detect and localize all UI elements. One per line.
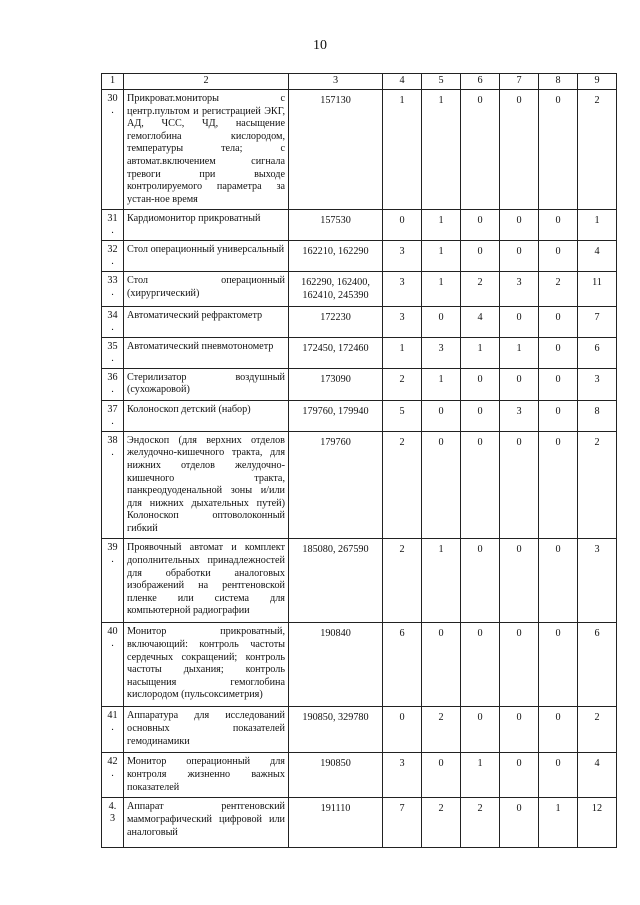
table-body xyxy=(102,74,617,848)
row-number: 30 . xyxy=(102,90,124,210)
table-row xyxy=(102,753,617,798)
count-col-8: 0 xyxy=(539,400,578,431)
count-col-6: 2 xyxy=(461,272,500,306)
header-cell: 7 xyxy=(500,74,539,90)
count-col-6: 0 xyxy=(461,623,500,707)
count-col-6: 0 xyxy=(461,400,500,431)
equipment-code: 190850, 329780 xyxy=(289,707,383,753)
row-number: 38 . xyxy=(102,431,124,539)
count-col-7: 3 xyxy=(500,400,539,431)
equipment-name: Монитор прикроватный, включающий: контроль частоты сердечных сокращений; контроль частоты дыхания; контроль насыщения гемоглобина кислородом (пульсоксиметрия) xyxy=(124,623,289,707)
header-cell: 5 xyxy=(422,74,461,90)
equipment-name: Аппарат рентгеновский маммографический цифровой или аналоговый xyxy=(124,798,289,848)
count-col-5: 1 xyxy=(422,272,461,306)
header-cell: 8 xyxy=(539,74,578,90)
count-total: 2 xyxy=(578,90,617,210)
header-cell: 4 xyxy=(383,74,422,90)
count-col-7: 0 xyxy=(500,210,539,241)
count-total: 6 xyxy=(578,337,617,368)
equipment-code: 179760 xyxy=(289,431,383,539)
count-col-7: 0 xyxy=(500,707,539,753)
equipment-name: Проявочный автомат и комплект дополнительных принадлежностей для обработки аналоговых изображений на рентгеновской пленке или система для компьютерной радиографии xyxy=(124,539,289,623)
table-row xyxy=(102,272,617,306)
row-number: 35 . xyxy=(102,337,124,368)
count-total: 11 xyxy=(578,272,617,306)
count-col-7: 0 xyxy=(500,431,539,539)
header-cell: 3 xyxy=(289,74,383,90)
row-number: 41 . xyxy=(102,707,124,753)
equipment-code: 172230 xyxy=(289,306,383,337)
count-col-8: 1 xyxy=(539,798,578,848)
count-col-4: 0 xyxy=(383,707,422,753)
row-number: 36 . xyxy=(102,368,124,400)
count-col-4: 2 xyxy=(383,368,422,400)
count-col-8: 0 xyxy=(539,306,578,337)
equipment-name: Колоноскоп детский (набор) xyxy=(124,400,289,431)
equipment-code: 157530 xyxy=(289,210,383,241)
count-col-7: 0 xyxy=(500,539,539,623)
equipment-name: Стол операционный универсальный xyxy=(124,241,289,272)
count-col-5: 1 xyxy=(422,539,461,623)
equipment-code: 162290, 162400, 162410, 245390 xyxy=(289,272,383,306)
count-total: 1 xyxy=(578,210,617,241)
table-row xyxy=(102,707,617,753)
equipment-name: Аппаратура для исследований основных показателей гемодинамики xyxy=(124,707,289,753)
count-col-8: 0 xyxy=(539,210,578,241)
count-col-8: 0 xyxy=(539,431,578,539)
equipment-code: 185080, 267590 xyxy=(289,539,383,623)
count-col-7: 1 xyxy=(500,337,539,368)
count-col-5: 0 xyxy=(422,400,461,431)
equipment-code: 162210, 162290 xyxy=(289,241,383,272)
count-col-5: 0 xyxy=(422,306,461,337)
equipment-code: 191110 xyxy=(289,798,383,848)
equipment-name: Автоматический пневмотонометр xyxy=(124,337,289,368)
count-col-5: 1 xyxy=(422,241,461,272)
count-total: 2 xyxy=(578,707,617,753)
header-cell: 2 xyxy=(124,74,289,90)
count-col-8: 0 xyxy=(539,753,578,798)
header-cell: 9 xyxy=(578,74,617,90)
table-row xyxy=(102,798,617,848)
count-col-5: 0 xyxy=(422,753,461,798)
count-col-6: 1 xyxy=(461,337,500,368)
count-col-6: 0 xyxy=(461,241,500,272)
equipment-code: 179760, 179940 xyxy=(289,400,383,431)
count-col-7: 0 xyxy=(500,306,539,337)
count-col-5: 2 xyxy=(422,707,461,753)
count-total: 12 xyxy=(578,798,617,848)
count-col-4: 5 xyxy=(383,400,422,431)
table-row xyxy=(102,400,617,431)
equipment-name: Стол операционный (хирургический) xyxy=(124,272,289,306)
equipment-name: Эндоскоп (для верхних отделов желудочно-кишечного тракта, для нижних отделов желудочно-кишечного тракта, панкреодуоденальной зоны и/или для нижних дыхательных путей) Колоноскоп оптоволоконный гибкий xyxy=(124,431,289,539)
count-col-4: 3 xyxy=(383,753,422,798)
equipment-code: 157130 xyxy=(289,90,383,210)
count-col-4: 6 xyxy=(383,623,422,707)
count-col-4: 1 xyxy=(383,337,422,368)
table-row xyxy=(102,539,617,623)
table-row xyxy=(102,368,617,400)
count-col-4: 2 xyxy=(383,431,422,539)
count-col-4: 2 xyxy=(383,539,422,623)
count-col-5: 3 xyxy=(422,337,461,368)
count-col-7: 0 xyxy=(500,90,539,210)
count-col-8: 0 xyxy=(539,539,578,623)
count-col-8: 0 xyxy=(539,241,578,272)
header-cell: 6 xyxy=(461,74,500,90)
count-total: 4 xyxy=(578,753,617,798)
table-row xyxy=(102,210,617,241)
count-col-4: 3 xyxy=(383,306,422,337)
count-total: 7 xyxy=(578,306,617,337)
count-col-7: 0 xyxy=(500,623,539,707)
count-col-7: 0 xyxy=(500,798,539,848)
equipment-name: Монитор операционный для контроля жизненно важных показателей xyxy=(124,753,289,798)
row-number: 4. 3 xyxy=(102,798,124,848)
equipment-code: 172450, 172460 xyxy=(289,337,383,368)
count-col-8: 2 xyxy=(539,272,578,306)
count-col-5: 0 xyxy=(422,431,461,539)
table-row xyxy=(102,241,617,272)
equipment-table xyxy=(101,73,617,848)
equipment-code: 190840 xyxy=(289,623,383,707)
count-col-6: 1 xyxy=(461,753,500,798)
count-col-5: 1 xyxy=(422,210,461,241)
table-row xyxy=(102,337,617,368)
count-col-6: 0 xyxy=(461,539,500,623)
count-col-6: 4 xyxy=(461,306,500,337)
row-number: 31 . xyxy=(102,210,124,241)
equipment-name: Прикроват.мониторы с центр.пультом и регистрацией ЭКГ, АД, ЧСС, ЧД, насыщение гемоглобина кислородом, температуры тела; с автомат.включением сигнала тревоги при выходе контролируемого параметра за устан-ное время xyxy=(124,90,289,210)
count-col-7: 3 xyxy=(500,272,539,306)
page-number: 10 xyxy=(313,38,327,53)
count-col-4: 0 xyxy=(383,210,422,241)
count-col-6: 0 xyxy=(461,210,500,241)
count-col-4: 3 xyxy=(383,241,422,272)
row-number: 40 . xyxy=(102,623,124,707)
table-row xyxy=(102,623,617,707)
count-col-7: 0 xyxy=(500,753,539,798)
count-col-7: 0 xyxy=(500,241,539,272)
count-col-5: 1 xyxy=(422,90,461,210)
count-col-5: 1 xyxy=(422,368,461,400)
count-total: 3 xyxy=(578,368,617,400)
equipment-name: Кардиомонитор прикроватный xyxy=(124,210,289,241)
row-number: 42 . xyxy=(102,753,124,798)
count-total: 3 xyxy=(578,539,617,623)
equipment-name: Стерилизатор воздушный (сухожаровой) xyxy=(124,368,289,400)
table-row xyxy=(102,90,617,210)
count-col-5: 0 xyxy=(422,623,461,707)
count-col-8: 0 xyxy=(539,623,578,707)
table-row xyxy=(102,306,617,337)
count-col-5: 2 xyxy=(422,798,461,848)
count-col-6: 0 xyxy=(461,707,500,753)
count-col-4: 1 xyxy=(383,90,422,210)
equipment-code: 173090 xyxy=(289,368,383,400)
row-number: 37 . xyxy=(102,400,124,431)
header-cell: 1 xyxy=(102,74,124,90)
count-total: 6 xyxy=(578,623,617,707)
count-col-6: 0 xyxy=(461,368,500,400)
count-col-8: 0 xyxy=(539,337,578,368)
count-col-6: 0 xyxy=(461,90,500,210)
header-row xyxy=(102,74,617,90)
row-number: 32 . xyxy=(102,241,124,272)
count-total: 2 xyxy=(578,431,617,539)
count-col-6: 0 xyxy=(461,431,500,539)
table-row xyxy=(102,431,617,539)
count-col-4: 3 xyxy=(383,272,422,306)
count-col-7: 0 xyxy=(500,368,539,400)
row-number: 34 . xyxy=(102,306,124,337)
equipment-name: Автоматический рефрактометр xyxy=(124,306,289,337)
row-number: 39 . xyxy=(102,539,124,623)
count-col-6: 2 xyxy=(461,798,500,848)
count-col-4: 7 xyxy=(383,798,422,848)
count-total: 4 xyxy=(578,241,617,272)
count-col-8: 0 xyxy=(539,90,578,210)
row-number: 33 . xyxy=(102,272,124,306)
count-col-8: 0 xyxy=(539,707,578,753)
count-total: 8 xyxy=(578,400,617,431)
equipment-code: 190850 xyxy=(289,753,383,798)
count-col-8: 0 xyxy=(539,368,578,400)
